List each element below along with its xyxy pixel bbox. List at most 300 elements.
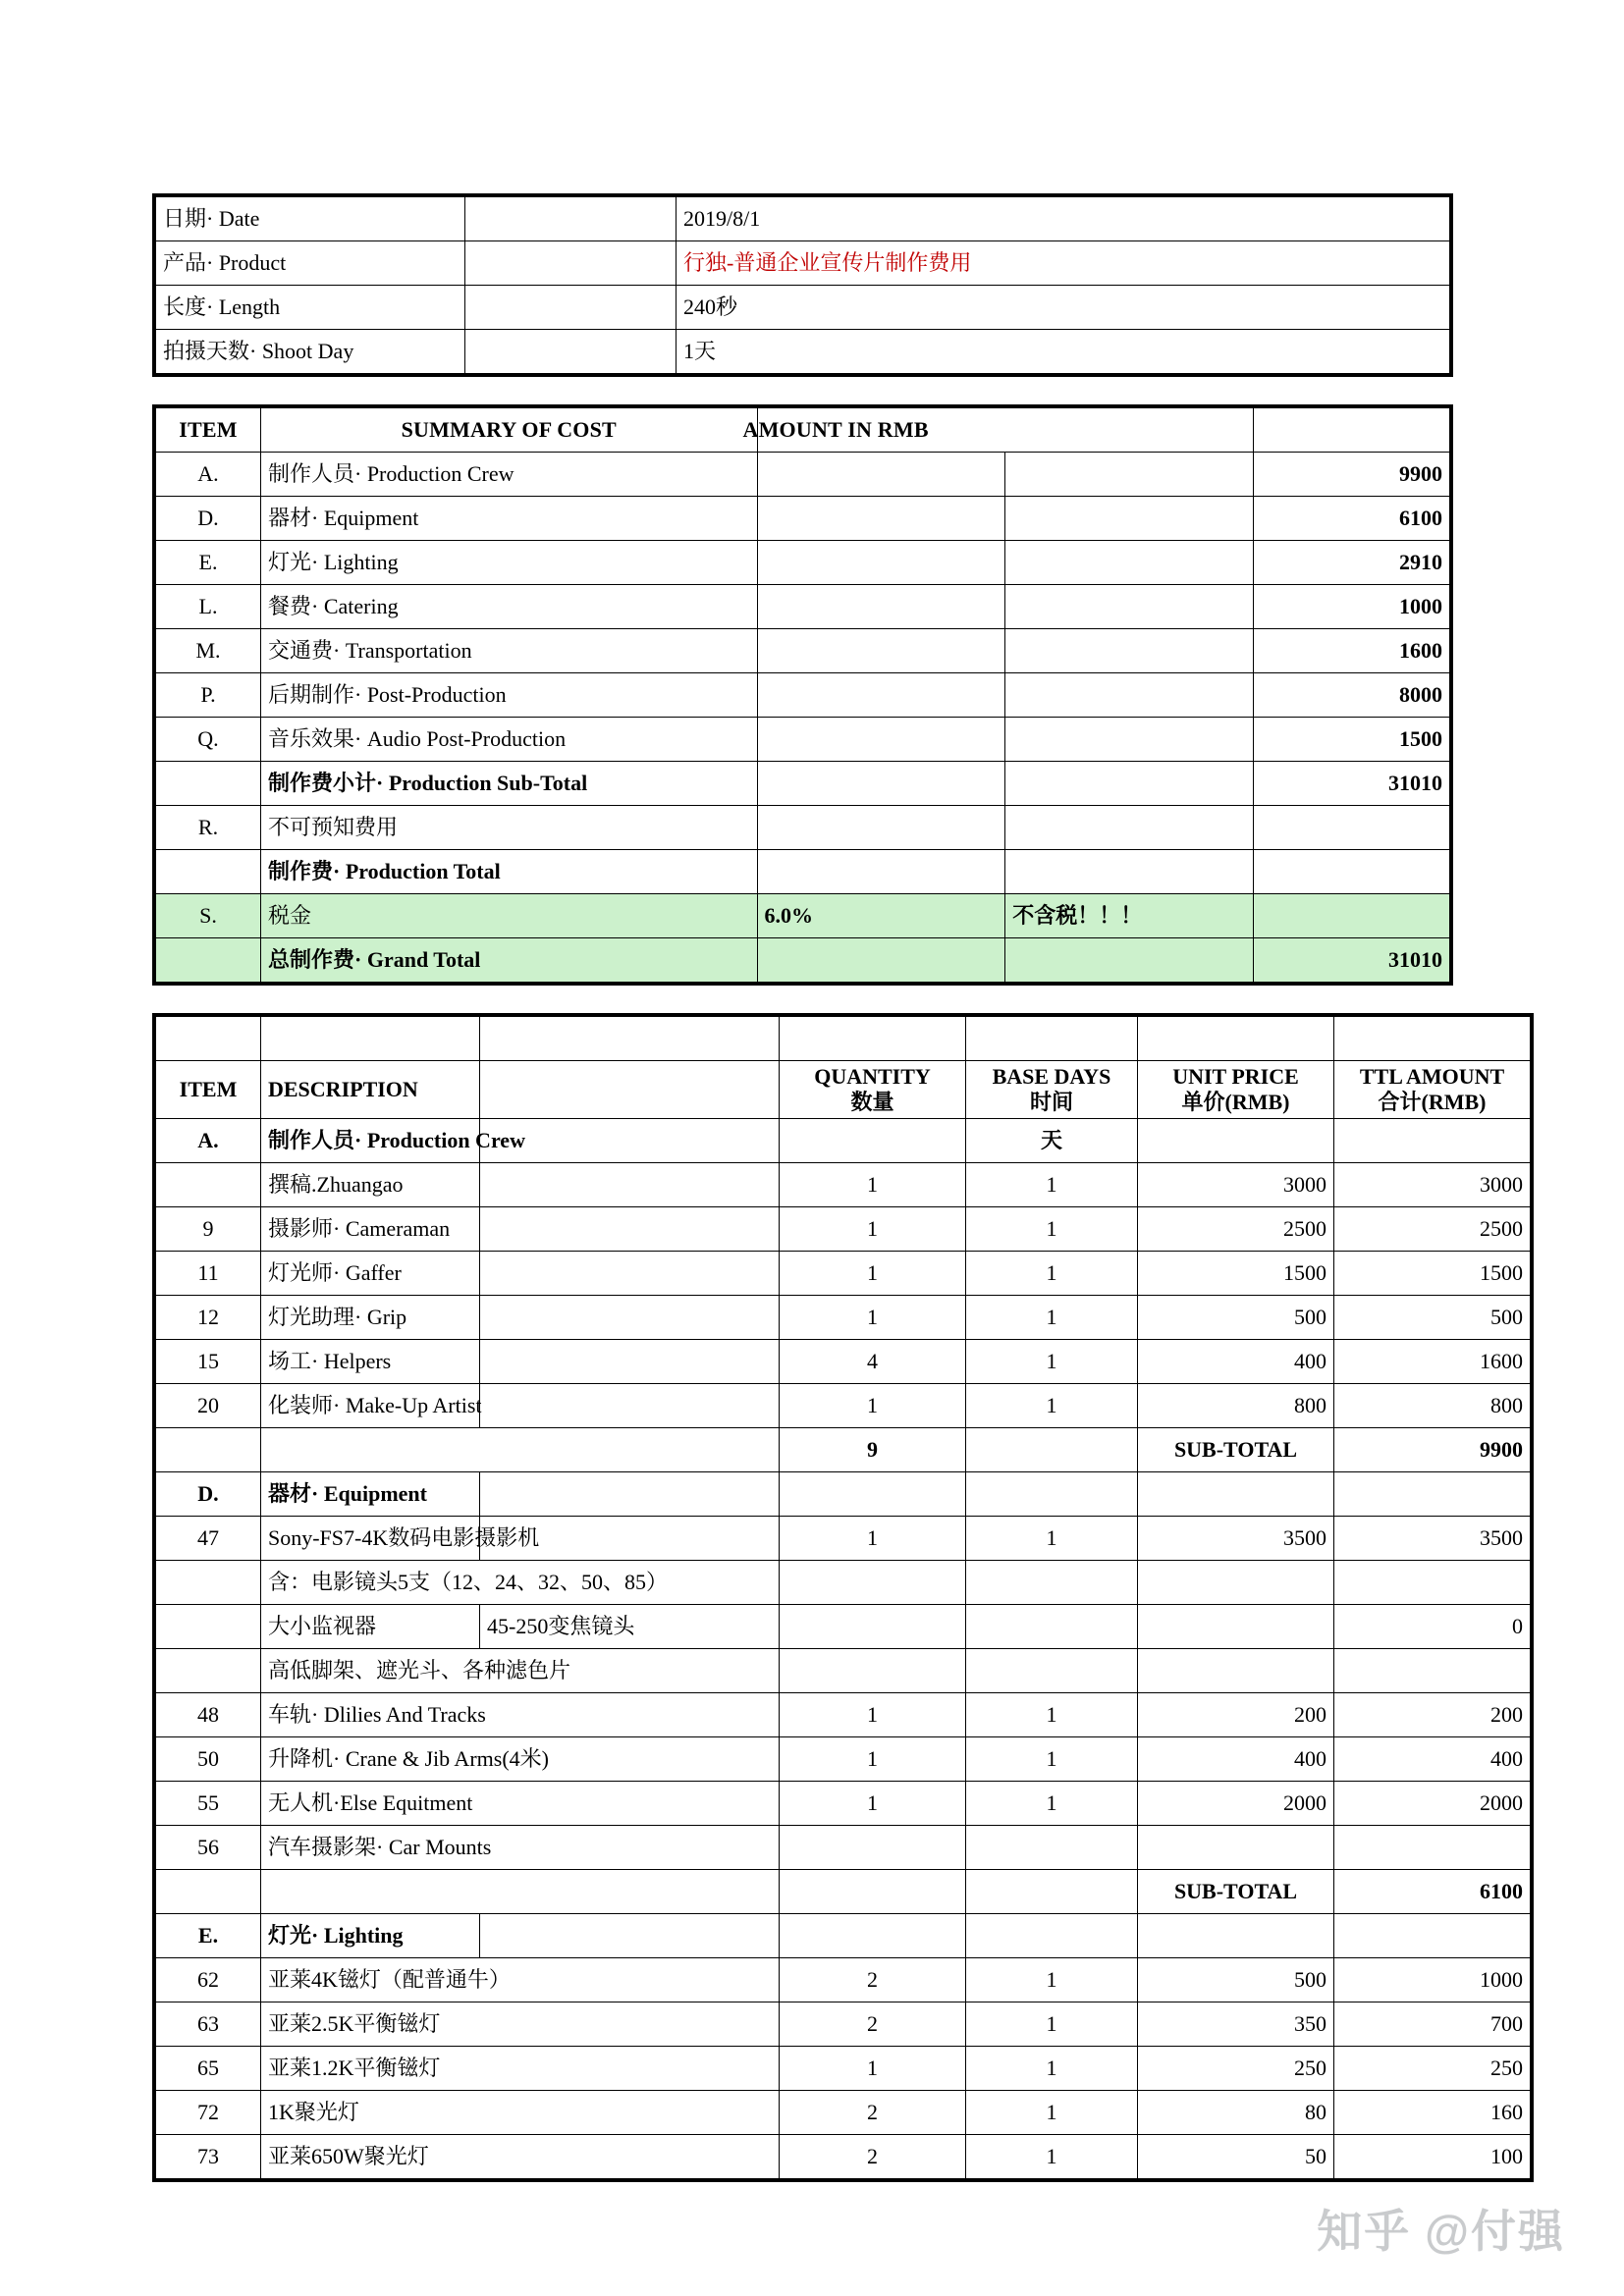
summary-row-amount	[1254, 806, 1452, 850]
detail-row-description: 汽车摄影架· Car Mounts	[261, 1825, 780, 1869]
detail-row-description: 亚莱1.2K平衡镃灯	[261, 2046, 780, 2090]
detail-row-item: 73	[154, 2134, 261, 2180]
summary-row-amount: 31010	[1254, 938, 1452, 985]
detail-row	[154, 1251, 1532, 1295]
summary-row-note	[1005, 585, 1254, 629]
detail-row-unit-price	[1138, 1604, 1334, 1648]
detail-spacer-cell	[261, 1015, 480, 1061]
detail-row-item: 48	[154, 1692, 261, 1736]
detail-row-unit-price: 250	[1138, 2046, 1334, 2090]
detail-row-ttl-amount: 1600	[1334, 1339, 1533, 1383]
detail-row-ttl-amount	[1334, 1648, 1533, 1692]
detail-row-base-days: 1	[966, 1383, 1138, 1427]
summary-row-note	[1005, 762, 1254, 806]
summary-row-description: 税金	[261, 894, 758, 938]
summary-row-item: Q.	[154, 718, 261, 762]
detail-row	[154, 1560, 1532, 1604]
detail-row-item: D.	[154, 1471, 261, 1516]
detail-row-base-days	[966, 1869, 1138, 1913]
detail-row-quantity: 2	[780, 1957, 966, 2002]
summary-row-rate	[757, 762, 1005, 806]
summary-row-rate	[757, 497, 1005, 541]
detail-col-base-days-en: BASE DAYS	[992, 1064, 1111, 1089]
detail-row-ttl-amount: 1000	[1334, 1957, 1533, 2002]
header-row	[154, 241, 1451, 286]
detail-row-unit-price: 400	[1138, 1736, 1334, 1781]
detail-row-quantity: 9	[780, 1427, 966, 1471]
summary-col-amount-value	[1254, 406, 1452, 453]
detail-row-mid: 45-250变焦镜头	[480, 1604, 780, 1648]
detail-row-unit-price	[1138, 1560, 1334, 1604]
summary-row-note: 不含税！！！	[1005, 894, 1254, 938]
header-row-spacer	[465, 330, 677, 376]
detail-row-mid	[480, 1295, 780, 1339]
detail-row-quantity: 4	[780, 1339, 966, 1383]
detail-row-base-days: 1	[966, 2046, 1138, 2090]
summary-header-row	[154, 406, 1451, 453]
detail-row	[154, 1736, 1532, 1781]
detail-row-quantity: 2	[780, 2090, 966, 2134]
detail-row-description: 撰稿.Zhuangao	[261, 1162, 480, 1206]
detail-row-unit-price: 500	[1138, 1957, 1334, 2002]
spreadsheet-sheet	[152, 193, 1523, 2182]
detail-row-description	[261, 1869, 780, 1913]
summary-row-amount: 1500	[1254, 718, 1452, 762]
summary-row-item	[154, 850, 261, 894]
detail-row-ttl-amount: 3000	[1334, 1162, 1533, 1206]
summary-row-item: L.	[154, 585, 261, 629]
detail-col-ttl-amount-en: TTL AMOUNT	[1359, 1064, 1505, 1089]
detail-spacer-cell	[154, 1015, 261, 1061]
detail-row	[154, 1516, 1532, 1560]
detail-row	[154, 2046, 1532, 2090]
detail-row-base-days: 1	[966, 1781, 1138, 1825]
detail-row-quantity	[780, 1825, 966, 1869]
detail-row-quantity	[780, 1648, 966, 1692]
summary-row-amount: 1000	[1254, 585, 1452, 629]
summary-row-item: A.	[154, 453, 261, 497]
detail-row-quantity: 1	[780, 1162, 966, 1206]
summary-row-note	[1005, 673, 1254, 718]
detail-row-unit-price	[1138, 1913, 1334, 1957]
summary-row-amount: 9900	[1254, 453, 1452, 497]
detail-col-ttl-amount-cn: 合计(RMB)	[1378, 1089, 1487, 1114]
detail-row-ttl-amount: 700	[1334, 2002, 1533, 2046]
detail-row-ttl-amount: 400	[1334, 1736, 1533, 1781]
table-gap	[152, 377, 1453, 404]
detail-row-quantity: 2	[780, 2002, 966, 2046]
detail-row-description: 高低脚架、遮光斗、各种滤色片	[261, 1648, 780, 1692]
detail-row-ttl-amount: 200	[1334, 1692, 1533, 1736]
summary-col-item: ITEM	[154, 406, 261, 453]
detail-row-item	[154, 1648, 261, 1692]
detail-row-description: 制作人员· Production Crew	[261, 1118, 480, 1162]
detail-row-item: 65	[154, 2046, 261, 2090]
detail-row-quantity: 1	[780, 1206, 966, 1251]
summary-row-description: 不可预知费用	[261, 806, 758, 850]
detail-col-base-days	[966, 1061, 1138, 1119]
detail-row-quantity	[780, 1869, 966, 1913]
detail-row	[154, 1781, 1532, 1825]
detail-row-base-days	[966, 1825, 1138, 1869]
detail-row-ttl-amount: 0	[1334, 1604, 1533, 1648]
detail-row-ttl-amount: 3500	[1334, 1516, 1533, 1560]
detail-row-quantity: 1	[780, 1692, 966, 1736]
detail-row-unit-price	[1138, 1825, 1334, 1869]
detail-row-ttl-amount: 100	[1334, 2134, 1533, 2180]
summary-of-cost-table	[152, 404, 1453, 986]
detail-row-mid	[480, 1383, 780, 1427]
detail-col-description: DESCRIPTION	[261, 1061, 480, 1119]
detail-row-ttl-amount	[1334, 1118, 1533, 1162]
detail-spacer-cell	[480, 1015, 780, 1061]
detail-row-unit-price: 350	[1138, 2002, 1334, 2046]
detail-row-description: 亚莱4K镃灯（配普通牛）	[261, 1957, 780, 2002]
detail-col-unit-price-en: UNIT PRICE	[1172, 1064, 1299, 1089]
header-row-spacer	[465, 286, 677, 330]
summary-row-amount: 6100	[1254, 497, 1452, 541]
detail-row-base-days: 1	[966, 1957, 1138, 2002]
detail-row-description: 含：电影镜头5支（12、24、32、50、85）	[261, 1560, 780, 1604]
detail-row	[154, 1427, 1532, 1471]
summary-row-note	[1005, 718, 1254, 762]
detail-row-description: 灯光助理· Grip	[261, 1295, 480, 1339]
watermark-handle: @付强	[1425, 2206, 1565, 2257]
detail-row-ttl-amount: 6100	[1334, 1869, 1533, 1913]
header-row-value: 240秒	[677, 286, 1452, 330]
detail-row-quantity: 1	[780, 2046, 966, 2090]
detail-row-item	[154, 1604, 261, 1648]
detail-spacer-row	[154, 1015, 1532, 1061]
header-row-value: 2019/8/1	[677, 195, 1452, 241]
header-row-label: 日期· Date	[154, 195, 465, 241]
detail-row-ttl-amount: 9900	[1334, 1427, 1533, 1471]
detail-row-item	[154, 1560, 261, 1604]
detail-row-base-days: 1	[966, 1206, 1138, 1251]
header-row-value: 行独-普通企业宣传片制作费用	[677, 241, 1452, 286]
detail-row-mid	[480, 1913, 780, 1957]
header-row-label: 产品· Product	[154, 241, 465, 286]
summary-row-note	[1005, 453, 1254, 497]
watermark-site: 知乎	[1317, 2206, 1412, 2257]
summary-row-description: 制作费小计· Production Sub-Total	[261, 762, 758, 806]
detail-row-unit-price: 3500	[1138, 1516, 1334, 1560]
detail-col-unit-price	[1138, 1061, 1334, 1119]
detail-section-row	[154, 1471, 1532, 1516]
summary-row	[154, 629, 1451, 673]
detail-row-quantity	[780, 1560, 966, 1604]
detail-row-description	[261, 1427, 780, 1471]
detail-row-item	[154, 1427, 261, 1471]
detail-row-description: 摄影师· Cameraman	[261, 1206, 480, 1251]
summary-row-note	[1005, 541, 1254, 585]
summary-row-description: 餐费· Catering	[261, 585, 758, 629]
detail-row-unit-price: 2500	[1138, 1206, 1334, 1251]
detail-row-base-days	[966, 1648, 1138, 1692]
detail-row-ttl-amount: 2500	[1334, 1206, 1533, 1251]
summary-row-note	[1005, 497, 1254, 541]
detail-row-item: 11	[154, 1251, 261, 1295]
detail-row-base-days	[966, 1913, 1138, 1957]
detail-row	[154, 1383, 1532, 1427]
detail-col-base-days-cn: 时间	[1029, 1089, 1073, 1114]
detail-row-mid	[480, 1206, 780, 1251]
detail-row-description: 无人机·Else Equitment	[261, 1781, 780, 1825]
table-gap-2	[152, 986, 1453, 1013]
detail-row-unit-price: 500	[1138, 1295, 1334, 1339]
header-row	[154, 195, 1451, 241]
watermark	[1317, 2196, 1565, 2261]
summary-row-item: P.	[154, 673, 261, 718]
summary-row	[154, 497, 1451, 541]
summary-row-rate	[757, 673, 1005, 718]
detail-row-base-days: 1	[966, 1736, 1138, 1781]
detail-row-description: Sony-FS7-4K数码电影摄影机	[261, 1516, 480, 1560]
summary-row	[154, 673, 1451, 718]
detail-row-base-days: 1	[966, 1692, 1138, 1736]
detail-col-quantity-cn: 数量	[850, 1089, 894, 1114]
summary-col-amount-text: AMOUNT IN RMB	[742, 417, 929, 443]
detail-row-ttl-amount	[1334, 1825, 1533, 1869]
detail-row-quantity	[780, 1471, 966, 1516]
detail-row-mid	[480, 1471, 780, 1516]
detail-row-item	[154, 1162, 261, 1206]
detail-row-item: 47	[154, 1516, 261, 1560]
detail-row-ttl-amount: 800	[1334, 1383, 1533, 1427]
summary-col-description: SUMMARY OF COST	[261, 406, 758, 453]
detail-row	[154, 2090, 1532, 2134]
summary-row-rate	[757, 850, 1005, 894]
header-row	[154, 286, 1451, 330]
detail-row-ttl-amount: 160	[1334, 2090, 1533, 2134]
summary-row	[154, 762, 1451, 806]
detail-row-base-days	[966, 1427, 1138, 1471]
detail-row-ttl-amount: 1500	[1334, 1251, 1533, 1295]
summary-row	[154, 585, 1451, 629]
detail-row-quantity: 1	[780, 1736, 966, 1781]
detail-row-description: 器材· Equipment	[261, 1471, 480, 1516]
detail-row-item	[154, 1869, 261, 1913]
summary-row-rate	[757, 629, 1005, 673]
detail-col-item: ITEM	[154, 1061, 261, 1119]
summary-row	[154, 453, 1451, 497]
detail-row-unit-price: 2000	[1138, 1781, 1334, 1825]
detail-row-item: 55	[154, 1781, 261, 1825]
detail-row-base-days: 1	[966, 2090, 1138, 2134]
detail-row	[154, 1206, 1532, 1251]
detail-row-ttl-amount	[1334, 1471, 1533, 1516]
detail-row-base-days: 1	[966, 2002, 1138, 2046]
detail-row	[154, 1957, 1532, 2002]
summary-row	[154, 894, 1451, 938]
detail-row-description: 灯光· Lighting	[261, 1913, 480, 1957]
detail-spacer-cell	[780, 1015, 966, 1061]
detail-row-mid	[480, 1162, 780, 1206]
detail-row-item: 9	[154, 1206, 261, 1251]
detail-row-unit-price: SUB-TOTAL	[1138, 1869, 1334, 1913]
detail-row-item: 63	[154, 2002, 261, 2046]
detail-row-quantity: 1	[780, 1251, 966, 1295]
detail-spacer-cell	[966, 1015, 1138, 1061]
summary-row-rate	[757, 541, 1005, 585]
detail-row	[154, 1869, 1532, 1913]
detail-row-unit-price: 3000	[1138, 1162, 1334, 1206]
detail-row-base-days: 1	[966, 1339, 1138, 1383]
detail-row	[154, 1295, 1532, 1339]
detail-row-base-days: 1	[966, 1162, 1138, 1206]
detail-row-unit-price: 50	[1138, 2134, 1334, 2180]
detail-row-base-days	[966, 1604, 1138, 1648]
header-info-table	[152, 193, 1453, 377]
detail-row-base-days: 1	[966, 1295, 1138, 1339]
detail-row-description: 1K聚光灯	[261, 2090, 780, 2134]
summary-row	[154, 806, 1451, 850]
header-row-value: 1天	[677, 330, 1452, 376]
summary-row-description: 器材· Equipment	[261, 497, 758, 541]
summary-row-item: R.	[154, 806, 261, 850]
detail-row-ttl-amount: 250	[1334, 2046, 1533, 2090]
header-row-spacer	[465, 241, 677, 286]
detail-row-unit-price: 200	[1138, 1692, 1334, 1736]
detail-row-mid	[480, 1251, 780, 1295]
detail-row-unit-price: 1500	[1138, 1251, 1334, 1295]
detail-row-description: 灯光师· Gaffer	[261, 1251, 480, 1295]
header-row-label: 长度· Length	[154, 286, 465, 330]
summary-row-amount: 1600	[1254, 629, 1452, 673]
detail-row-quantity: 1	[780, 1383, 966, 1427]
summary-row-rate	[757, 585, 1005, 629]
detail-row-quantity: 2	[780, 2134, 966, 2180]
cost-detail-table	[152, 1013, 1534, 2182]
header-row	[154, 330, 1451, 376]
summary-row	[154, 718, 1451, 762]
summary-row-rate: 6.0%	[757, 894, 1005, 938]
summary-row-description: 后期制作· Post-Production	[261, 673, 758, 718]
summary-row-amount	[1254, 894, 1452, 938]
detail-row-unit-price	[1138, 1471, 1334, 1516]
summary-row-rate	[757, 938, 1005, 985]
detail-row-item: 15	[154, 1339, 261, 1383]
summary-row	[154, 541, 1451, 585]
summary-row-description: 制作人员· Production Crew	[261, 453, 758, 497]
summary-row-note	[1005, 806, 1254, 850]
detail-row-ttl-amount	[1334, 1560, 1533, 1604]
detail-row	[154, 1648, 1532, 1692]
detail-row-unit-price: 800	[1138, 1383, 1334, 1427]
summary-row-amount	[1254, 850, 1452, 894]
detail-row-quantity	[780, 1604, 966, 1648]
summary-row-item: E.	[154, 541, 261, 585]
detail-row-description: 升降机· Crane & Jib Arms(4米)	[261, 1736, 780, 1781]
detail-header-row	[154, 1061, 1532, 1119]
detail-section-row	[154, 1118, 1532, 1162]
detail-row-base-days: 1	[966, 1251, 1138, 1295]
summary-row-note	[1005, 629, 1254, 673]
detail-row-quantity: 1	[780, 1781, 966, 1825]
detail-row	[154, 1692, 1532, 1736]
detail-row-description: 大小监视器	[261, 1604, 480, 1648]
detail-row-item: E.	[154, 1913, 261, 1957]
detail-row-unit-price: 400	[1138, 1339, 1334, 1383]
summary-row-note	[1005, 850, 1254, 894]
summary-row-item	[154, 762, 261, 806]
summary-col-amount	[742, 406, 1254, 453]
summary-row	[154, 850, 1451, 894]
detail-row-quantity: 1	[780, 1295, 966, 1339]
detail-row	[154, 2002, 1532, 2046]
detail-row	[154, 1339, 1532, 1383]
detail-row	[154, 1162, 1532, 1206]
detail-row-item: A.	[154, 1118, 261, 1162]
detail-col-unit-price-cn: 单价(RMB)	[1181, 1089, 1290, 1114]
summary-row-description: 灯光· Lighting	[261, 541, 758, 585]
summary-row-description: 音乐效果· Audio Post-Production	[261, 718, 758, 762]
summary-row-description: 总制作费· Grand Total	[261, 938, 758, 985]
detail-row-base-days: 1	[966, 2134, 1138, 2180]
summary-row-item: M.	[154, 629, 261, 673]
summary-row-rate	[757, 806, 1005, 850]
header-row-label: 拍摄天数· Shoot Day	[154, 330, 465, 376]
detail-row-description: 化装师· Make-Up Artist	[261, 1383, 480, 1427]
summary-row-note	[1005, 938, 1254, 985]
detail-row-item: 56	[154, 1825, 261, 1869]
summary-row-description: 交通费· Transportation	[261, 629, 758, 673]
detail-spacer-cell	[1138, 1015, 1334, 1061]
detail-col-quantity-en: QUANTITY	[814, 1064, 931, 1089]
header-row-spacer	[465, 195, 677, 241]
detail-section-row	[154, 1913, 1532, 1957]
detail-row-unit-price: 80	[1138, 2090, 1334, 2134]
summary-row-amount: 31010	[1254, 762, 1452, 806]
detail-row-description: 亚莱2.5K平衡镃灯	[261, 2002, 780, 2046]
detail-row-quantity	[780, 1913, 966, 1957]
detail-row-unit-price: SUB-TOTAL	[1138, 1427, 1334, 1471]
detail-row-description: 场工· Helpers	[261, 1339, 480, 1383]
detail-row-unit-price	[1138, 1118, 1334, 1162]
detail-row-description: 亚莱650W聚光灯	[261, 2134, 780, 2180]
detail-spacer-cell	[1334, 1015, 1533, 1061]
summary-row-description: 制作费· Production Total	[261, 850, 758, 894]
detail-row-item: 62	[154, 1957, 261, 2002]
detail-row-base-days: 1	[966, 1516, 1138, 1560]
summary-row-item: S.	[154, 894, 261, 938]
summary-row-amount: 2910	[1254, 541, 1452, 585]
detail-row-ttl-amount: 2000	[1334, 1781, 1533, 1825]
detail-row	[154, 1825, 1532, 1869]
detail-row-unit-price	[1138, 1648, 1334, 1692]
detail-row-description: 车轨· Dlilies And Tracks	[261, 1692, 780, 1736]
detail-row-item: 20	[154, 1383, 261, 1427]
detail-row	[154, 1604, 1532, 1648]
summary-row-item	[154, 938, 261, 985]
detail-row-quantity: 1	[780, 1516, 966, 1560]
summary-row-item: D.	[154, 497, 261, 541]
detail-row-base-days	[966, 1471, 1138, 1516]
detail-row-mid	[480, 1339, 780, 1383]
summary-row	[154, 938, 1451, 985]
summary-row-amount: 8000	[1254, 673, 1452, 718]
summary-row-rate	[757, 718, 1005, 762]
detail-row-ttl-amount: 500	[1334, 1295, 1533, 1339]
detail-row-quantity	[780, 1118, 966, 1162]
detail-col-ttl-amount	[1334, 1061, 1533, 1119]
detail-row	[154, 2134, 1532, 2180]
detail-col-mid	[480, 1061, 780, 1119]
detail-col-quantity	[780, 1061, 966, 1119]
detail-row-base-days: 天	[966, 1118, 1138, 1162]
detail-row-item: 50	[154, 1736, 261, 1781]
detail-row-item: 12	[154, 1295, 261, 1339]
